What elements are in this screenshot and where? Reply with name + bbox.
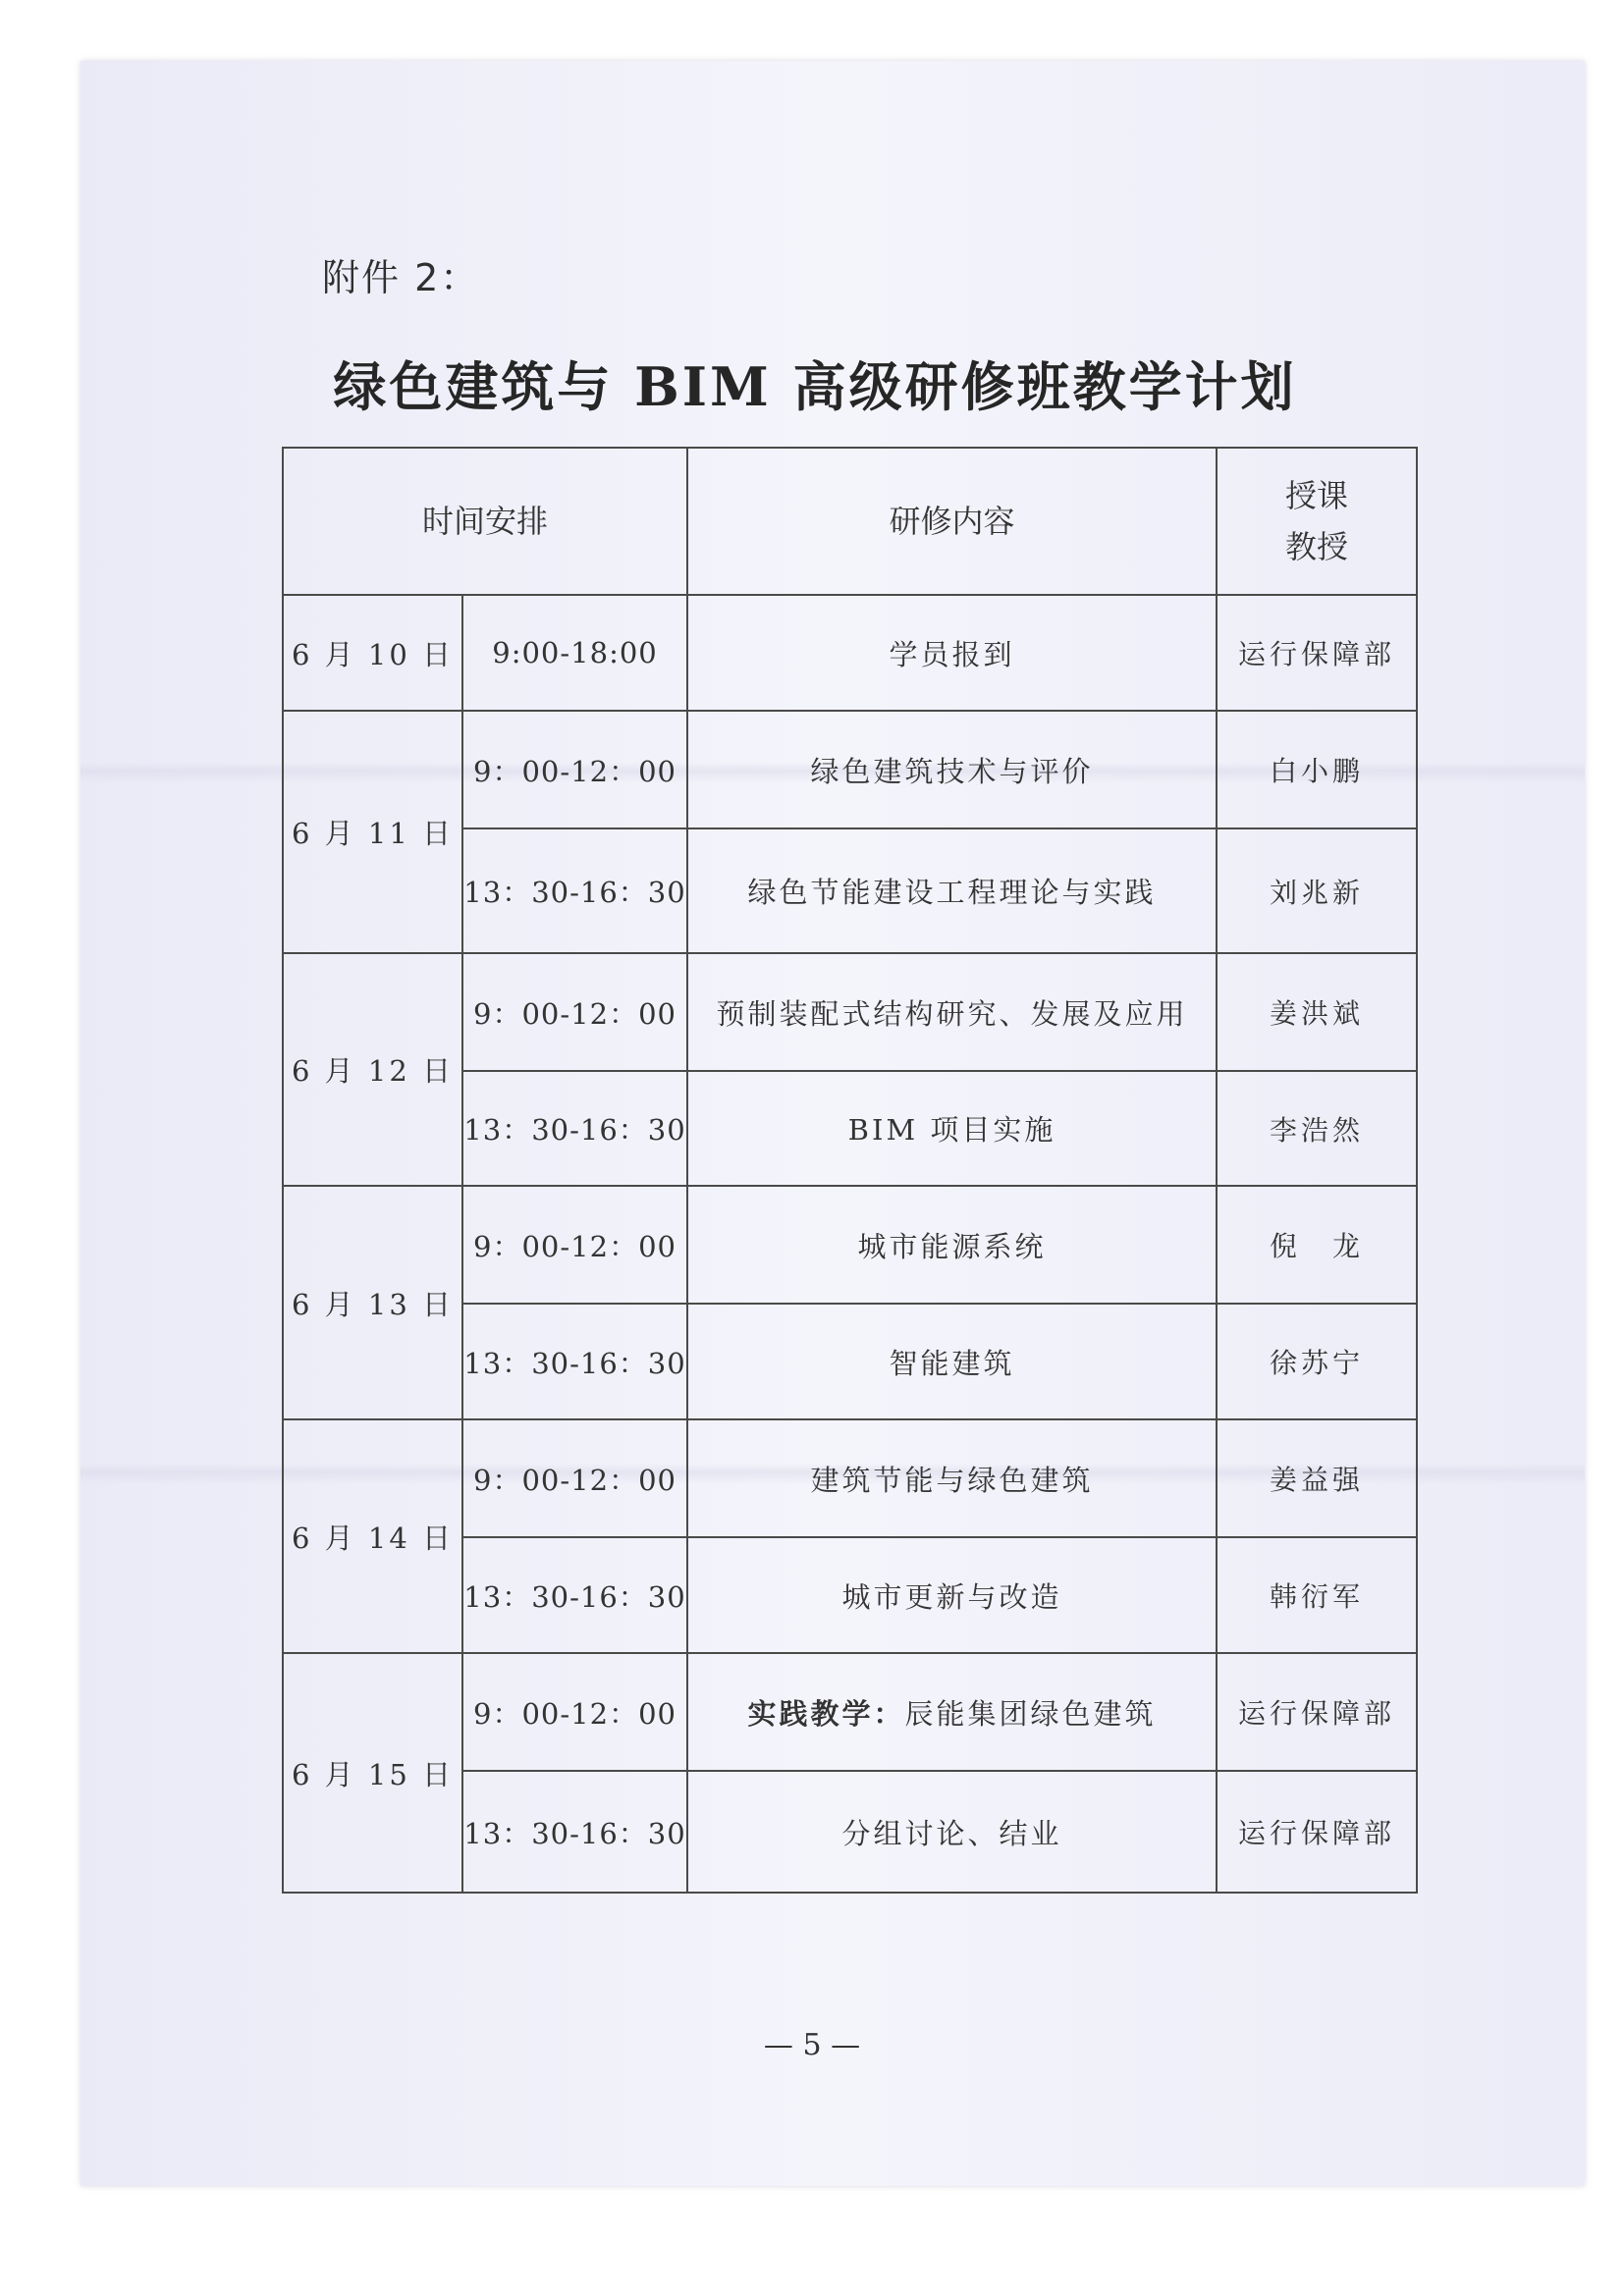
lecturer-cell: 白小鹏 xyxy=(1217,711,1417,828)
content-cell: 智能建筑 xyxy=(687,1304,1217,1419)
table-row xyxy=(283,711,1417,828)
header-schedule: 时间安排 xyxy=(283,448,687,595)
content-cell: 建筑节能与绿色建筑 xyxy=(687,1419,1217,1537)
header-lecturer-line2: 教授 xyxy=(1285,528,1349,565)
date-cell: 6 月 13 日 xyxy=(283,1186,462,1419)
time-cell: 9：00-12：00 xyxy=(462,953,687,1071)
lecturer-cell: 运行保障部 xyxy=(1217,595,1417,711)
page-title: 绿色建筑与 BIM 高级研修班教学计划 xyxy=(333,355,1297,418)
lecturer-cell: 刘兆新 xyxy=(1217,828,1417,953)
lecturer-cell: 徐苏宁 xyxy=(1217,1304,1417,1419)
practice-teaching-content: 辰能集团绿色建筑 xyxy=(904,1696,1157,1731)
date-cell: 6 月 11 日 xyxy=(283,711,462,953)
lecturer-cell: 运行保障部 xyxy=(1217,1653,1417,1771)
header-lecturer xyxy=(1217,448,1417,595)
table-row xyxy=(283,595,1417,711)
time-cell: 13：30-16：30 xyxy=(462,1304,687,1419)
time-cell: 13：30-16：30 xyxy=(462,1071,687,1186)
time-cell: 9：00-12：00 xyxy=(462,1653,687,1771)
table-row xyxy=(283,1653,1417,1771)
page-number: — 5 — xyxy=(763,2028,861,2062)
lecturer-cell: 姜益强 xyxy=(1217,1419,1417,1537)
content-cell: 城市更新与改造 xyxy=(687,1537,1217,1653)
content-cell: 分组讨论、结业 xyxy=(687,1771,1217,1893)
time-cell: 13：30-16：30 xyxy=(462,1771,687,1893)
time-cell: 9:00-18:00 xyxy=(462,595,687,711)
table-row xyxy=(283,1186,1417,1304)
date-cell: 6 月 12 日 xyxy=(283,953,462,1186)
time-cell: 9：00-12：00 xyxy=(462,711,687,828)
lecturer-cell: 倪 龙 xyxy=(1217,1186,1417,1304)
content-cell: 学员报到 xyxy=(687,595,1217,711)
content-cell: BIM 项目实施 xyxy=(687,1071,1217,1186)
date-cell: 6 月 10 日 xyxy=(283,595,462,711)
content-cell: 城市能源系统 xyxy=(687,1186,1217,1304)
header-content: 研修内容 xyxy=(687,448,1217,595)
content-cell: 绿色节能建设工程理论与实践 xyxy=(687,828,1217,953)
content-cell: 预制装配式结构研究、发展及应用 xyxy=(687,953,1217,1071)
time-cell: 9：00-12：00 xyxy=(462,1186,687,1304)
practice-teaching-label: 实践教学： xyxy=(747,1696,905,1731)
time-cell: 13：30-16：30 xyxy=(462,1537,687,1653)
content-cell: 绿色建筑技术与评价 xyxy=(687,711,1217,828)
date-cell: 6 月 14 日 xyxy=(283,1419,462,1653)
teaching-plan-table xyxy=(282,447,1418,1894)
time-cell: 13：30-16：30 xyxy=(462,828,687,953)
table-row xyxy=(283,953,1417,1071)
date-cell: 6 月 15 日 xyxy=(283,1653,462,1893)
content-cell xyxy=(687,1653,1217,1771)
table-row xyxy=(283,1419,1417,1537)
lecturer-cell: 运行保障部 xyxy=(1217,1771,1417,1893)
header-lecturer-line1: 授课 xyxy=(1285,477,1349,514)
lecturer-cell: 韩衍军 xyxy=(1217,1537,1417,1653)
lecturer-cell: 李浩然 xyxy=(1217,1071,1417,1186)
attachment-label: 附件 2： xyxy=(322,256,480,299)
lecturer-cell: 姜洪斌 xyxy=(1217,953,1417,1071)
time-cell: 9：00-12：00 xyxy=(462,1419,687,1537)
table-header-row xyxy=(283,448,1417,595)
